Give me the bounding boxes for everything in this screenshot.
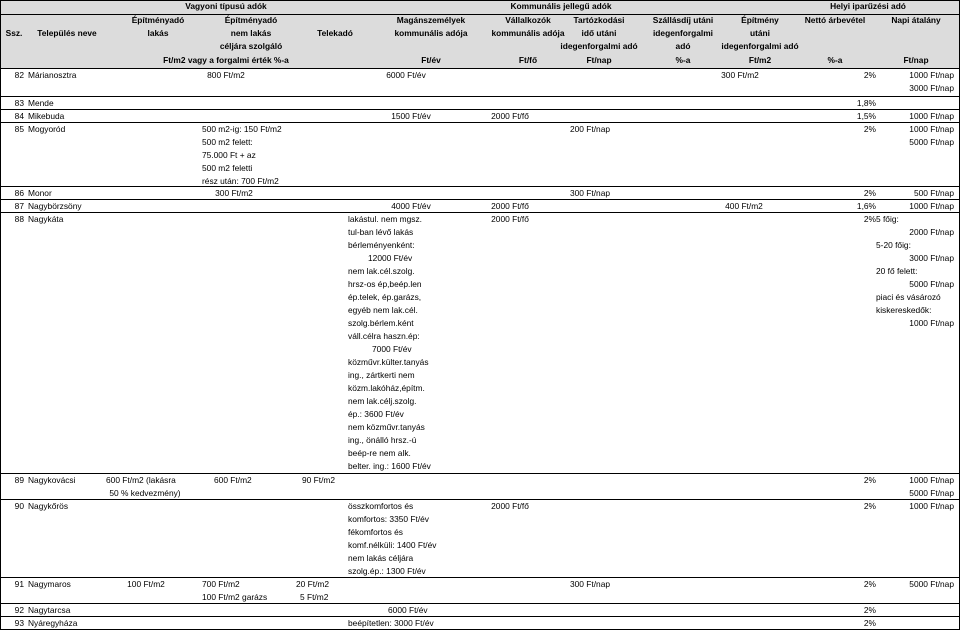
row-84-ssz: 84	[14, 111, 24, 121]
row-83-netto: 1,8%	[856, 98, 876, 108]
row-90-napi: 1000 Ft/nap	[909, 501, 954, 511]
col-epitmeny-utani-3: idegenforgalmi adó	[721, 41, 799, 51]
row-87-ssz: 87	[14, 201, 24, 211]
group-helyi: Helyi iparűzési adó	[830, 1, 906, 11]
col-tartozkodasi-1: Tartózkodási	[573, 15, 625, 25]
row-85-nemlakas-3: 75.000 Ft + az	[202, 150, 256, 160]
row-90-ssz: 90	[14, 501, 24, 511]
row-82-nev: Márianosztra	[28, 70, 77, 80]
col-epitmeny-utani-1: Építmény	[741, 15, 779, 25]
row-89-lakas-2: 50 % kedvezmény)	[109, 488, 181, 498]
row-88-napi-8: kiskereskedők:	[876, 305, 932, 315]
unit-ft-m2-vagy: Ft/m2 vagy a forgalmi érték %-a	[163, 55, 289, 65]
row-90-mag-1: összkomfortos és	[348, 501, 414, 511]
col-epitmeny-lakas-2: lakás	[147, 28, 169, 38]
row-89-napi-1: 1000 Ft/nap	[909, 475, 954, 485]
row-87-netto: 1,6%	[856, 201, 876, 211]
row-88-mag-18: ing., önálló hrsz.-ú	[348, 435, 417, 445]
row-88-netto: 2%	[863, 214, 876, 224]
row-82-netto: 2%	[863, 70, 876, 80]
row-88-mag-1: lakástul. nem mgsz.	[348, 214, 423, 224]
row-89-nemlakas: 600 Ft/m2	[214, 475, 252, 485]
col-napi: Napi átalány	[891, 15, 941, 25]
unit-pct2: %-a	[827, 55, 843, 65]
row-88-mag-16: ép.: 3600 Ft/év	[348, 409, 404, 419]
col-epitmeny-nemlakas-2: nem lakás	[230, 28, 272, 38]
row-88-ssz: 88	[14, 214, 24, 224]
col-szallasdij-3: adó	[675, 41, 691, 51]
row-85-nemlakas-5: rész után: 700 Ft/m2	[202, 176, 279, 186]
row-86-netto: 2%	[863, 188, 876, 198]
row-91-telek-2: 5 Ft/m2	[300, 592, 329, 602]
col-epitmeny-utani-2: utáni	[749, 28, 770, 38]
row-91-telek-1: 20 Ft/m2	[296, 579, 330, 589]
unit-ft-fo: Ft/fő	[518, 55, 538, 65]
row-90-nev: Nagykőrös	[28, 501, 69, 511]
row-86-tartozkodasi: 300 Ft/nap	[569, 188, 611, 198]
row-88-napi-6: 5000 Ft/nap	[909, 279, 954, 289]
row-89-napi-2: 5000 Ft/nap	[909, 488, 954, 498]
row-91-netto: 2%	[863, 579, 876, 589]
row-84-netto: 1,5%	[856, 111, 876, 121]
col-ssz: Ssz.	[5, 28, 23, 38]
row-86-nev: Monor	[28, 188, 52, 198]
group-kommunalis: Kommunális jellegű adók	[510, 1, 612, 11]
row-88-napi-9: 1000 Ft/nap	[909, 318, 954, 328]
row-88-napi-4: 3000 Ft/nap	[909, 253, 954, 263]
row-85-ssz: 85	[14, 124, 24, 134]
row-88-mag-15: nem lak.célj.szolg.	[348, 396, 417, 406]
row-88-mag-13: ing., zártkerti nem	[348, 370, 415, 380]
row-87-nev: Nagybörzsöny	[28, 201, 82, 211]
unit-pct: %-a	[675, 55, 691, 65]
col-epitmeny-nemlakas-3: céljára szolgáló	[219, 41, 283, 51]
row-84-nev: Mikebuda	[28, 111, 65, 121]
col-epitmeny-lakas-1: Építményadó	[131, 15, 185, 25]
row-83-nev: Mende	[28, 98, 54, 108]
row-88-napi-2: 2000 Ft/nap	[909, 227, 954, 237]
row-82-napi-2: 3000 Ft/nap	[909, 83, 954, 93]
row-90-mag-4: komf.nélküli: 1400 Ft/év	[348, 540, 437, 550]
row-88-mag-3: bérleményenként:	[348, 240, 415, 250]
row-85-netto: 2%	[863, 124, 876, 134]
row-88-mag-12: közművr.külter.tanyás	[348, 357, 429, 367]
row-89-netto: 2%	[863, 475, 876, 485]
col-tartozkodasi-2: idő utáni	[581, 28, 617, 38]
col-epitmeny-nemlakas-1: Építményadó	[224, 15, 278, 25]
row-88-mag-7: ép.telek, ép.garázs,	[348, 292, 422, 302]
row-85-nev: Mogyoród	[28, 124, 66, 134]
row-91-lakas: 100 Ft/m2	[127, 579, 165, 589]
row-88-mag-6: hrsz-os ép,beép.len	[348, 279, 422, 289]
row-91-tartozkodasi: 300 Ft/nap	[569, 579, 611, 589]
row-82-maganszemely: 6000 Ft/év	[386, 70, 426, 80]
row-85-napi-1: 1000 Ft/nap	[909, 124, 954, 134]
group-vagyoni: Vagyoni típusú adók	[185, 1, 267, 11]
row-85-tartozkodasi: 200 Ft/nap	[569, 124, 611, 134]
row-89-ssz: 89	[14, 475, 24, 485]
row-93-nev: Nyáregyháza	[28, 618, 78, 628]
row-85-napi-2: 5000 Ft/nap	[909, 137, 954, 147]
row-88-napi-3: 5-20 főig:	[876, 240, 911, 250]
row-83-ssz: 83	[14, 98, 24, 108]
row-88-mag-10: váll.célra haszn.ép:	[348, 331, 420, 341]
row-93-ssz: 93	[14, 618, 24, 628]
row-88-mag-20: belter. ing.: 1600 Ft/év	[348, 461, 431, 471]
row-91-nemlakas-2: 100 Ft/m2 garázs	[202, 592, 268, 602]
row-85-nemlakas-1: 500 m2-ig: 150 Ft/m2	[202, 124, 282, 134]
col-telek: Telekadó	[317, 28, 353, 38]
row-92-nev: Nagytarcsa	[28, 605, 71, 615]
row-88-mag-17: nem közművr.tanyás	[348, 422, 425, 432]
col-vallalkozok-1: Vállalkozók	[505, 15, 551, 25]
row-90-mag-6: szolg.ép.: 1300 Ft/év	[348, 566, 426, 576]
row-88-mag-2: tul-ban lévő lakás	[348, 227, 414, 237]
row-89-telek: 90 Ft/m2	[302, 475, 336, 485]
row-87-epitmeny-utani: 400 Ft/m2	[725, 201, 763, 211]
unit-ft-ev: Ft/év	[421, 55, 441, 65]
row-90-mag-2: komfortos: 3350 Ft/év	[348, 514, 429, 524]
row-92-maganszemely: 6000 Ft/év	[388, 605, 428, 615]
row-87-maganszemely: 4000 Ft/év	[391, 201, 431, 211]
col-netto: Nettó árbevétel	[804, 15, 866, 25]
row-87-napi: 1000 Ft/nap	[909, 201, 954, 211]
unit-ft-nap: Ft/nap	[586, 55, 612, 65]
row-82-napi-1: 1000 Ft/nap	[909, 70, 954, 80]
unit-ft-nap2: Ft/nap	[903, 55, 929, 65]
row-84-vallalkozo: 2000 Ft/fő	[491, 111, 529, 121]
row-85-nemlakas-2: 500 m2 felett:	[202, 137, 253, 147]
row-88-napi-7: piaci és vásározó	[876, 292, 941, 302]
row-82-ssz: 82	[14, 70, 24, 80]
row-88-mag-8: egyéb nem lak.cél.	[348, 305, 418, 315]
unit-ft-m2: Ft/m2	[748, 55, 772, 65]
row-86-ssz: 86	[14, 188, 24, 198]
row-89-nev: Nagykovácsi	[28, 475, 76, 485]
row-93-netto: 2%	[863, 618, 876, 628]
row-89-lakas-1: 600 Ft/m2 (lakásra	[106, 475, 176, 485]
row-91-ssz: 91	[14, 579, 24, 589]
row-88-vallalkozo: 2000 Ft/fő	[491, 214, 529, 224]
row-90-mag-5: nem lakás céljára	[348, 553, 414, 563]
row-88-nev: Nagykáta	[28, 214, 64, 224]
row-84-napi: 1000 Ft/nap	[909, 111, 954, 121]
row-88-mag-5: nem lak.cél.szolg.	[348, 266, 415, 276]
row-86-lakas: 300 Ft/m2	[215, 188, 253, 198]
row-88-mag-9: szolg.bérlem.ként	[348, 318, 414, 328]
col-vallalkozok-2: kommunális adója	[491, 28, 565, 38]
row-88-mag-11: 7000 Ft/év	[372, 344, 412, 354]
row-86-napi: 500 Ft/nap	[913, 188, 954, 198]
row-92-ssz: 92	[14, 605, 24, 615]
col-telepules: Település neve	[37, 28, 97, 38]
row-91-nev: Nagymaros	[28, 579, 71, 589]
row-88-mag-4: 12000 Ft/év	[368, 253, 413, 263]
row-93-maganszemely: beépítetlen: 3000 Ft/év	[348, 618, 434, 628]
row-88-napi-1: 5 főig:	[876, 214, 899, 224]
row-92-netto: 2%	[863, 605, 876, 615]
col-szallasdij-1: Szállásdíj utáni	[652, 15, 714, 25]
row-90-netto: 2%	[863, 501, 876, 511]
row-84-maganszemely: 1500 Ft/év	[391, 111, 431, 121]
row-91-nemlakas-1: 700 Ft/m2	[202, 579, 240, 589]
row-88-mag-14: közm.lakóház,építm.	[348, 383, 425, 393]
row-87-vallalkozo: 2000 Ft/fő	[491, 201, 529, 211]
row-88-napi-5: 20 fő felett:	[876, 266, 918, 276]
col-tartozkodasi-3: idegenforgalmi adó	[560, 41, 638, 51]
row-82-epitmeny-utani: 300 Ft/m2	[721, 70, 759, 80]
row-90-mag-3: fékomfortos és	[348, 527, 403, 537]
row-90-vallalkozo: 2000 Ft/fő	[491, 501, 529, 511]
col-maganszemely-2: kommunális adója	[394, 28, 468, 38]
row-91-napi: 5000 Ft/nap	[909, 579, 954, 589]
row-85-nemlakas-4: 500 m2 feletti	[202, 163, 253, 173]
col-szallasdij-2: idegenforgalmi	[652, 28, 714, 38]
row-82-lakas: 800 Ft/m2	[207, 70, 245, 80]
col-maganszemely-1: Magánszemélyek	[396, 15, 466, 25]
row-88-mag-19: beép-re nem alk.	[348, 448, 411, 458]
